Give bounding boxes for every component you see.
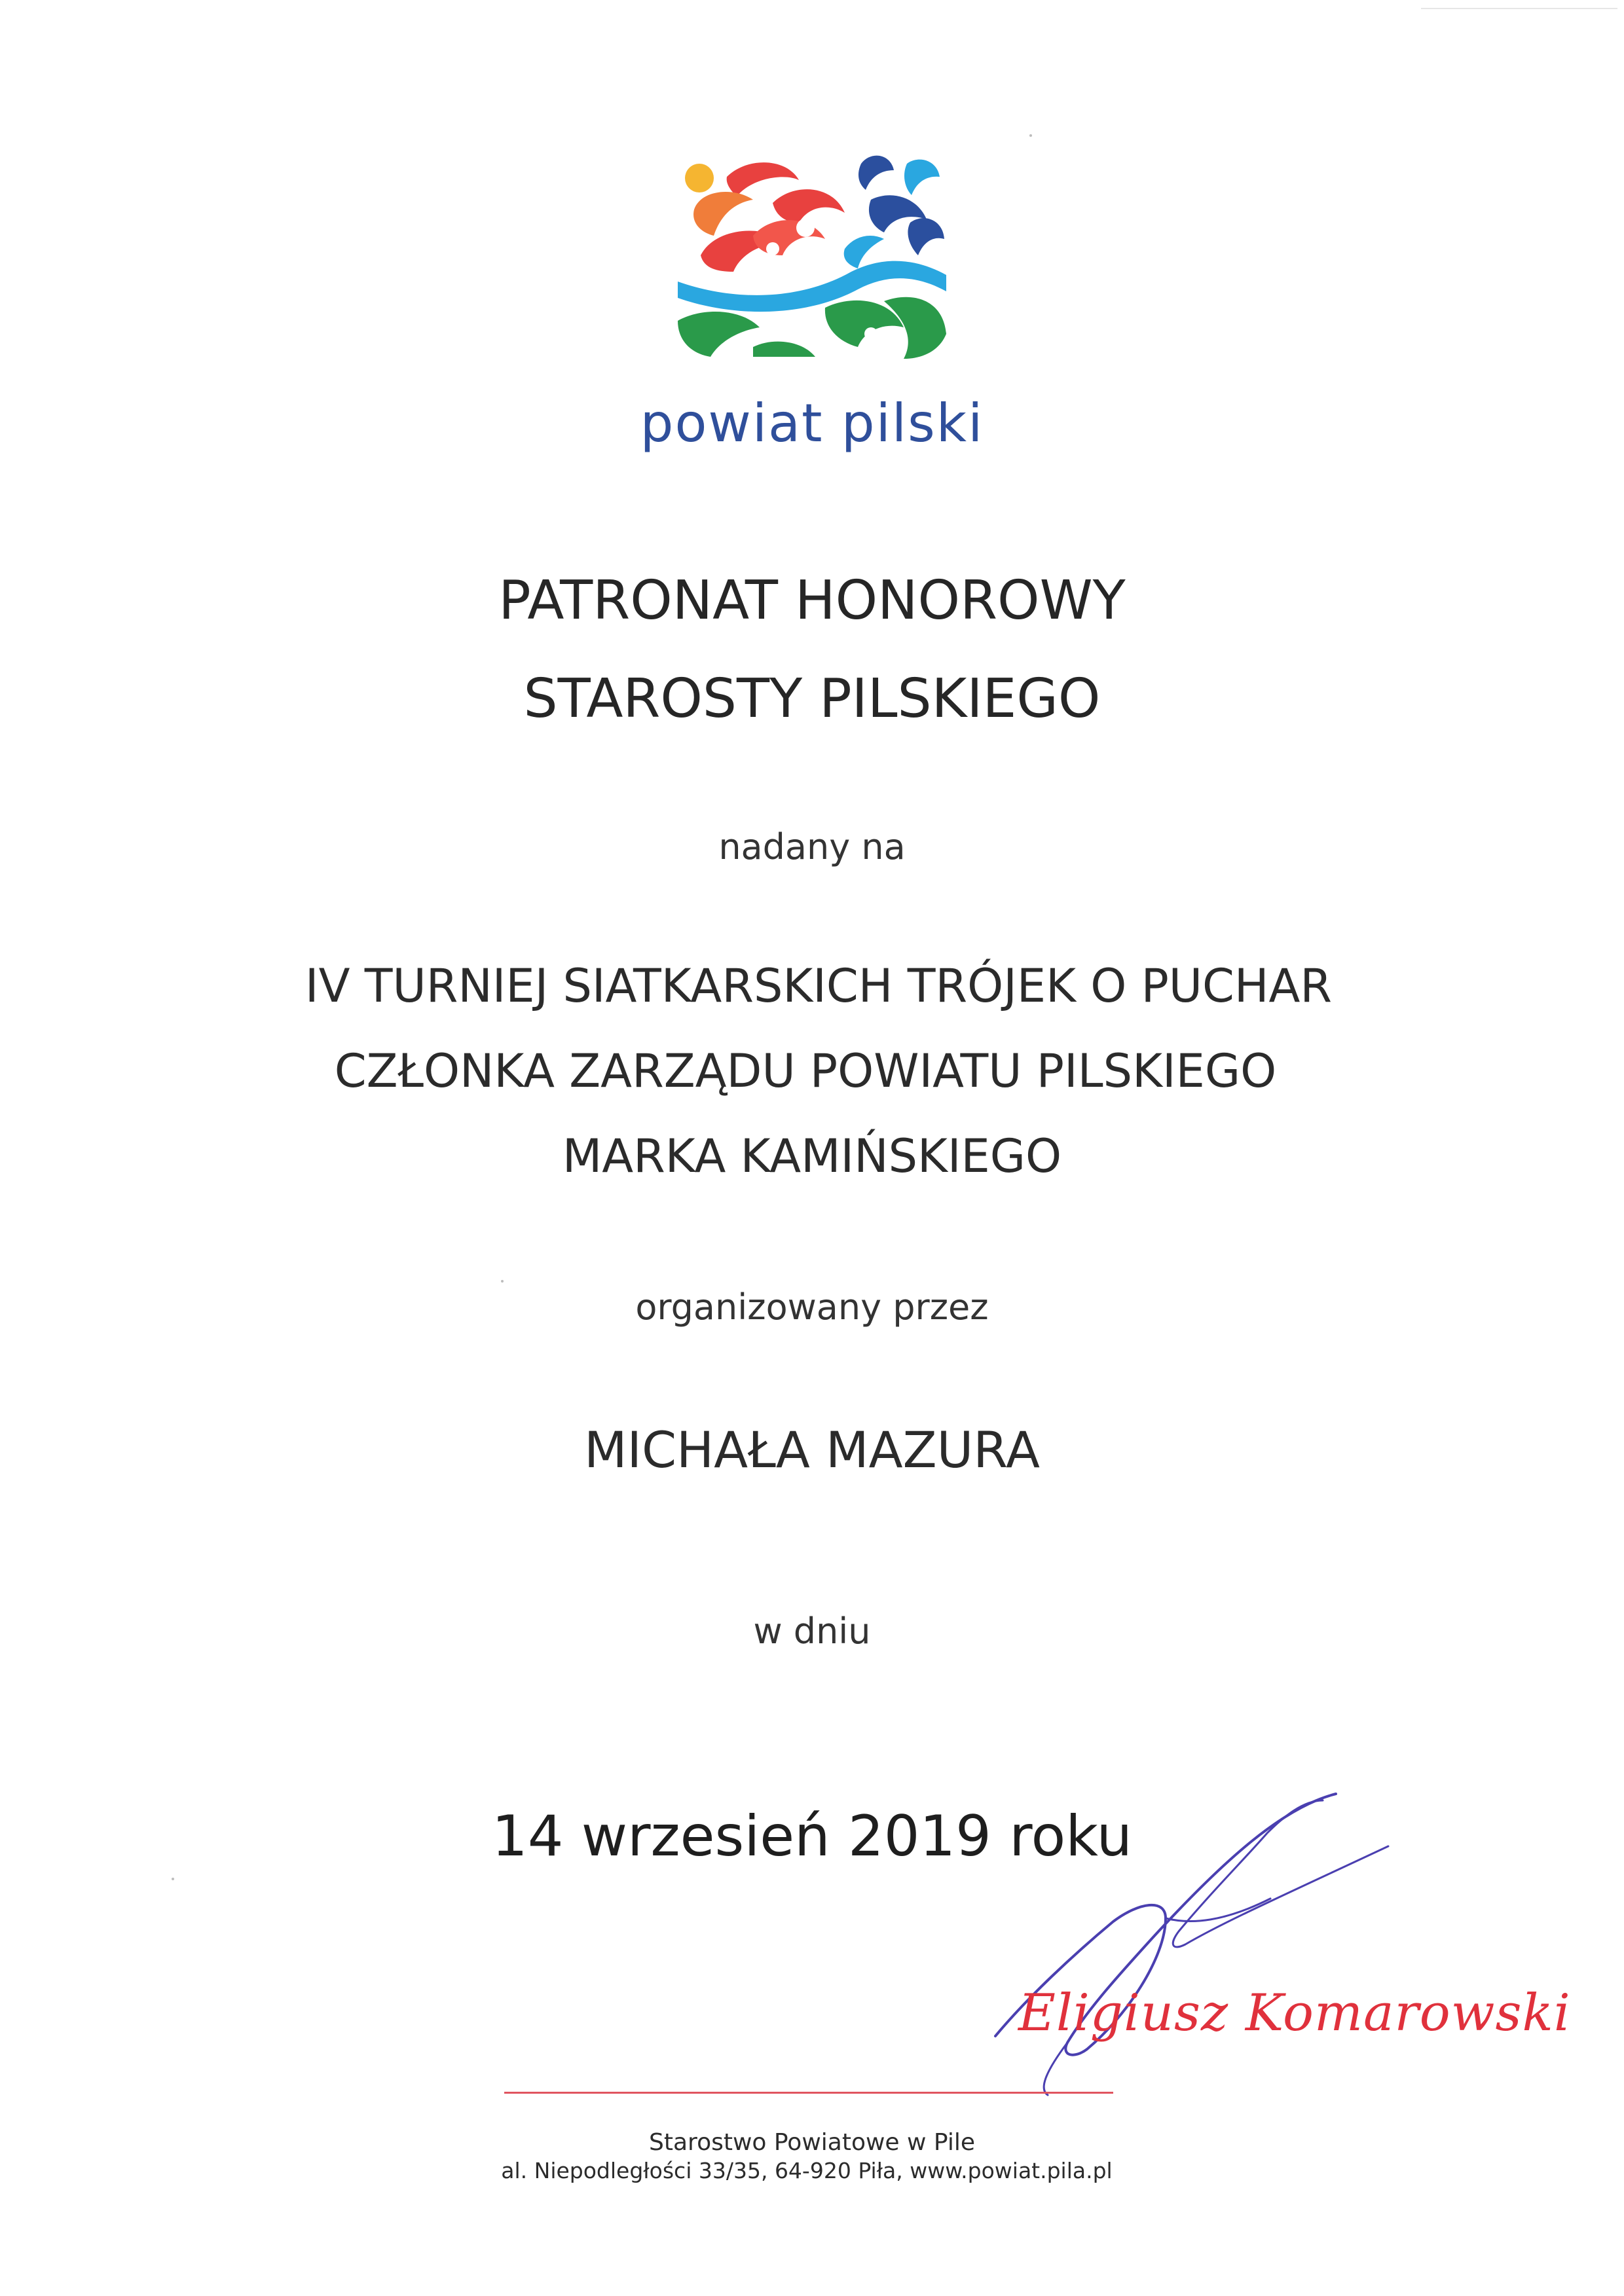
organized-by-label: organizowany przez bbox=[635, 1286, 989, 1328]
certificate-title-line1: PATRONAT HONOROWY bbox=[498, 570, 1126, 632]
organizer-name: MICHAŁA MAZURA bbox=[583, 1421, 1041, 1479]
certificate-title-line2: STAROSTY PILSKIEGO bbox=[523, 668, 1101, 730]
powiat-pilski-flower-logo-icon bbox=[674, 151, 950, 360]
event-date: 14 wrzesień 2019 roku bbox=[492, 1804, 1132, 1869]
scan-edge-line bbox=[1421, 8, 1617, 9]
brand-wordmark: powiat pilski bbox=[640, 393, 984, 454]
scan-speck bbox=[1029, 134, 1032, 137]
footer-divider bbox=[504, 2092, 1113, 2094]
scan-speck bbox=[501, 1280, 504, 1283]
signatory-name: Eligiusz Komarowski bbox=[1018, 1984, 1571, 2043]
footer-office-name: Starostwo Powiatowe w Pile bbox=[649, 2129, 975, 2156]
event-name-line2: CZŁONKA ZARZĄDU POWIATU PILSKIEGO bbox=[334, 1044, 1277, 1098]
footer-address: al. Niepodległości 33/35, 64-920 Piła, www.powiat.pila.pl bbox=[501, 2158, 1113, 2183]
event-name-line1: IV TURNIEJ SIATKARSKICH TRÓJEK O PUCHAR bbox=[304, 959, 1333, 1013]
event-name-line3: MARKA KAMIŃSKIEGO bbox=[562, 1129, 1062, 1183]
scan-speck bbox=[172, 1878, 174, 1880]
granted-for-label: nadany na bbox=[718, 826, 906, 867]
handwritten-signature bbox=[917, 1781, 1414, 2108]
on-day-label: w dniu bbox=[753, 1611, 871, 1652]
